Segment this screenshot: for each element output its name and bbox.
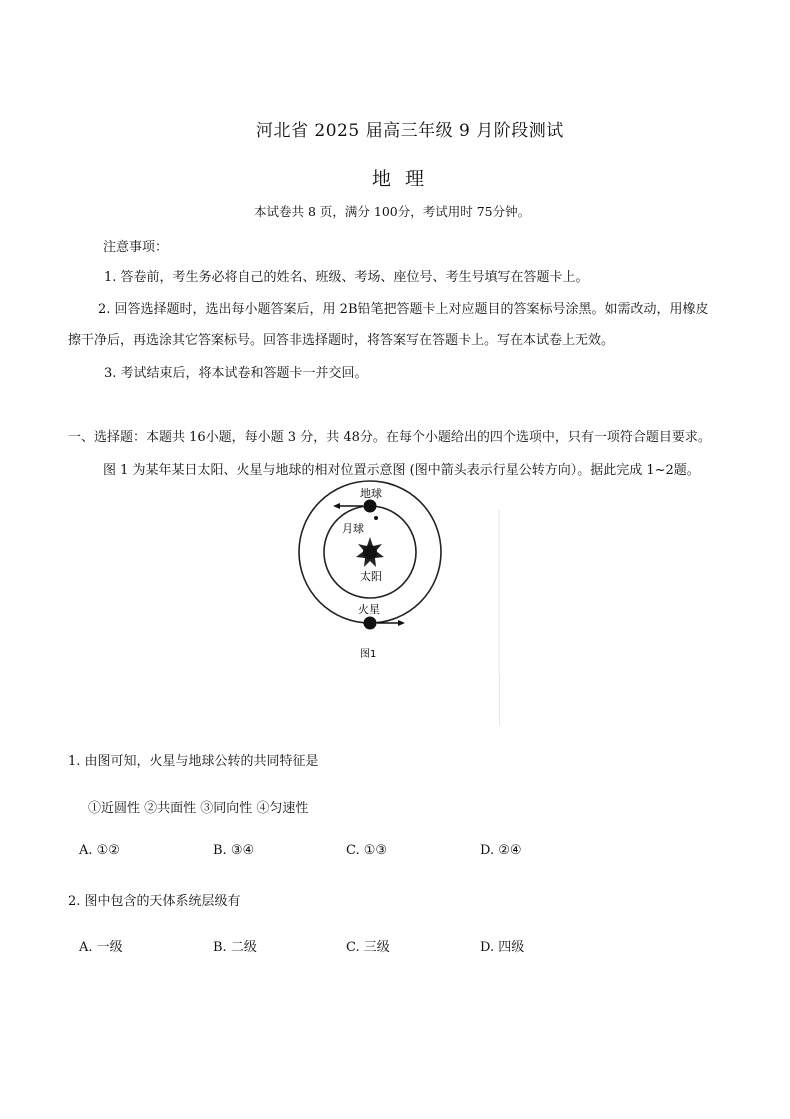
mars-label: 火星 [358,603,380,616]
notice-item-1: 1. 答卷前，考生务必将自己的姓名、班级、考场、座位号、考生号填写在答题卡上。 [104,270,589,285]
exam-info: 本试卷共 8 页，满分 100分，考试用时 75分钟。 [254,204,531,219]
sun-icon [356,537,384,567]
earth-dot [364,500,377,513]
subject-title: 地理 [372,168,439,190]
q2-option-d[interactable]: D. 四级 [480,940,525,955]
q2-option-a[interactable]: A. 一级 [79,940,123,955]
q1-option-c[interactable]: C. ①③ [346,843,388,858]
figure-caption: 图1 [360,649,377,660]
earth-label: 地球 [360,487,382,500]
notice-item-2-line-1: 2. 回答选择题时，选出每小题答案后，用 2B铅笔把答题卡上对应题目的答案标号涂黑。如需改动，用橡皮 [98,302,709,317]
q2-option-b[interactable]: B. 二级 [213,940,257,955]
notice-heading: 注意事项： [103,240,169,255]
q1-option-b[interactable]: B. ③④ [213,843,255,858]
mars-dot [364,617,377,630]
moon-dot [374,516,378,520]
notice-item-2-line-2: 擦干净后，再选涂其它答案标号。回答非选择题时，将答案写在答题卡上。写在本试卷上无效。 [68,333,615,348]
sun-label: 太阳 [360,570,382,583]
q2-stem: 2. 图中包含的天体系统层级有 [68,894,241,909]
q1-stem: 1. 由图可知，火星与地球公转的共同特征是 [68,754,319,769]
notice-item-3: 3. 考试结束后，将本试卷和答题卡一并交回。 [104,366,368,381]
section-heading: 一、选择题：本题共 16小题，每小题 3 分，共 48分。在每个小题给出的四个选项中，只有一项符合题目要求。 [68,430,711,445]
figure-intro: 图 1 为某年某日太阳、火星与地球的相对位置示意图 (图中箭头表示行星公转方向）。据此完成 1~2题。 [103,463,700,478]
moon-label: 月球 [342,522,364,535]
scan-line-lower [499,675,500,725]
q2-option-c[interactable]: C. 三级 [346,940,390,955]
q1-statements: ①近圆性 ②共面性 ③同向性 ④匀速性 [88,801,309,816]
mars-arrow-icon [377,620,405,626]
exam-title: 河北省 2025 届高三年级 9 月阶段测试 [256,121,564,141]
q1-option-d[interactable]: D. ②④ [480,843,522,858]
orbit-diagram [290,475,510,675]
q1-option-a[interactable]: A. ①② [79,843,120,858]
